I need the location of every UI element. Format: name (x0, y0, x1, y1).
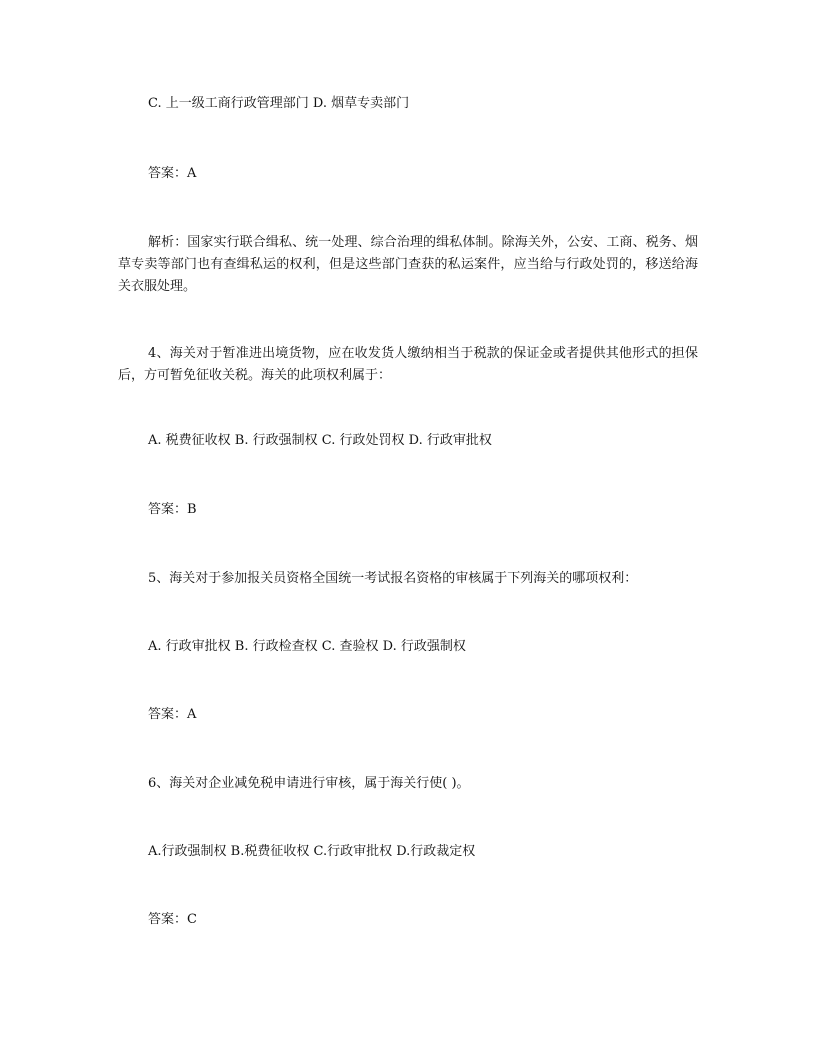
q5-question: 5、海关对于参加报关员资格全国统一考试报名资格的审核属于下列海关的哪项权利： (148, 571, 638, 586)
q3-analysis: 解析：国家实行联合缉私、统一处理、综合治理的缉私体制。除海关外，公安、工商、税务、烟草专卖等部门也有查缉私运的权利，但是这些部门查获的私运案件，应当给与行政处罚的，移送给海关衣服处理。 (118, 235, 698, 294)
q5-answer: 答案：A (148, 707, 197, 722)
q4-question: 4、海关对于暂准进出境货物，应在收发货人缴纳相当于税款的保证金或者提供其他形式的担保后，方可暂免征收关税。海关的此项权利属于： (118, 346, 698, 383)
q6-question: 6、海关对企业减免税申请进行审核，属于海关行使( )。 (148, 776, 470, 791)
q4-answer: 答案：B (148, 502, 197, 517)
q3-options-cd: C. 上一级工商行政管理部门 D. 烟草专卖部门 (148, 96, 410, 111)
q4-options: A. 税费征收权 B. 行政强制权 C. 行政处罚权 D. 行政审批权 (148, 433, 492, 448)
q6-answer: 答案：C (148, 912, 197, 927)
q6-options: A.行政强制权 B.税费征收权 C.行政审批权 D.行政裁定权 (148, 844, 476, 859)
q3-answer: 答案：A (148, 166, 197, 181)
q5-options: A. 行政审批权 B. 行政检查权 C. 查验权 D. 行政强制权 (148, 639, 466, 654)
